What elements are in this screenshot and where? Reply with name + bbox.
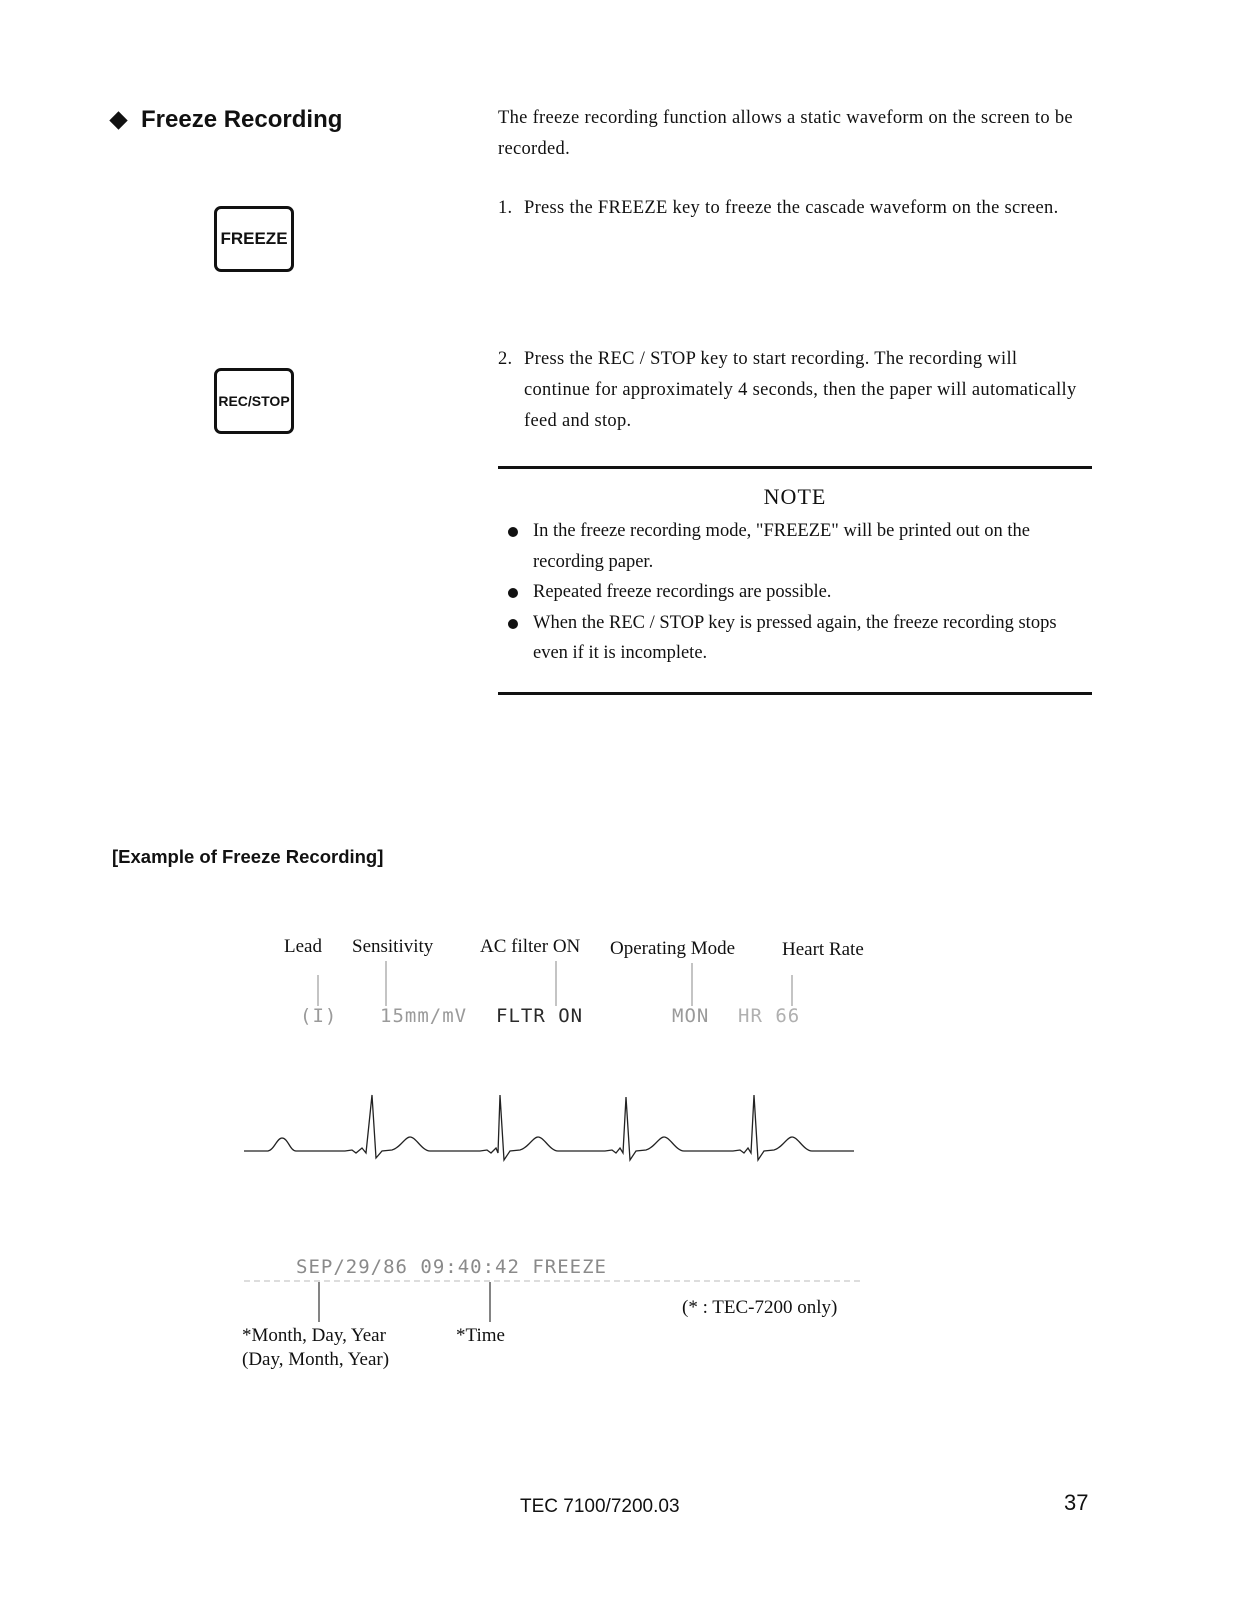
rec-stop-key-label: REC/STOP — [218, 393, 290, 409]
label-ac-filter: AC filter ON — [480, 936, 581, 957]
printout-sensitivity: 15mm/mV — [380, 1005, 468, 1027]
printout-lead: (I) — [300, 1005, 338, 1027]
label-lead: Lead — [284, 936, 322, 957]
printout-filter: FLTR ON — [496, 1005, 584, 1027]
note-title: NOTE — [763, 484, 827, 509]
footer-doc-code: TEC 7100/7200.03 — [520, 1496, 680, 1517]
freeze-key-label: FREEZE — [220, 229, 288, 248]
example-heading: [Example of Freeze Recording] — [112, 846, 384, 867]
footnote-tec7200: (* : TEC-7200 only) — [682, 1297, 838, 1318]
step-number: 2. — [498, 349, 513, 369]
ecg-waveform — [244, 1095, 854, 1160]
printout-timestamp: SEP/29/86 09:40:42 FREEZE — [296, 1256, 607, 1278]
label-date-alt: (Day, Month, Year) — [242, 1349, 390, 1370]
step-number: 1. — [498, 198, 513, 218]
label-sensitivity: Sensitivity — [352, 936, 434, 957]
step-text: Press the REC / STOP key to start recording. The recording will continue for approximately 4 seconds, then the paper will automatically feed and stop. — [524, 349, 1077, 431]
bottom-callout-lines — [319, 1282, 490, 1322]
label-operating-mode: Operating Mode — [610, 938, 736, 959]
note-item: When the REC / STOP key is pressed again, the freeze recording stops even if it is incomplete. — [508, 608, 1088, 669]
label-time: *Time — [456, 1325, 505, 1346]
label-heart-rate: Heart Rate — [782, 939, 864, 960]
step-text: Press the FREEZE key to freeze the cascade waveform on the screen. — [524, 198, 1059, 218]
intro-paragraph: The freeze recording function allows a static waveform on the screen to be recorded. — [498, 108, 1073, 159]
label-date: *Month, Day, Year — [242, 1325, 386, 1346]
page-number: 37 — [1064, 1490, 1089, 1515]
printout-mode: MON — [672, 1005, 710, 1027]
section-title: Freeze Recording — [141, 106, 343, 133]
callout-lines — [318, 961, 792, 1006]
note-item: In the freeze recording mode, "FREEZE" will be printed out on the recording paper. — [508, 516, 1088, 577]
printout-heart-rate: HR 66 — [738, 1005, 801, 1027]
note-item: Repeated freeze recordings are possible. — [508, 577, 1088, 608]
